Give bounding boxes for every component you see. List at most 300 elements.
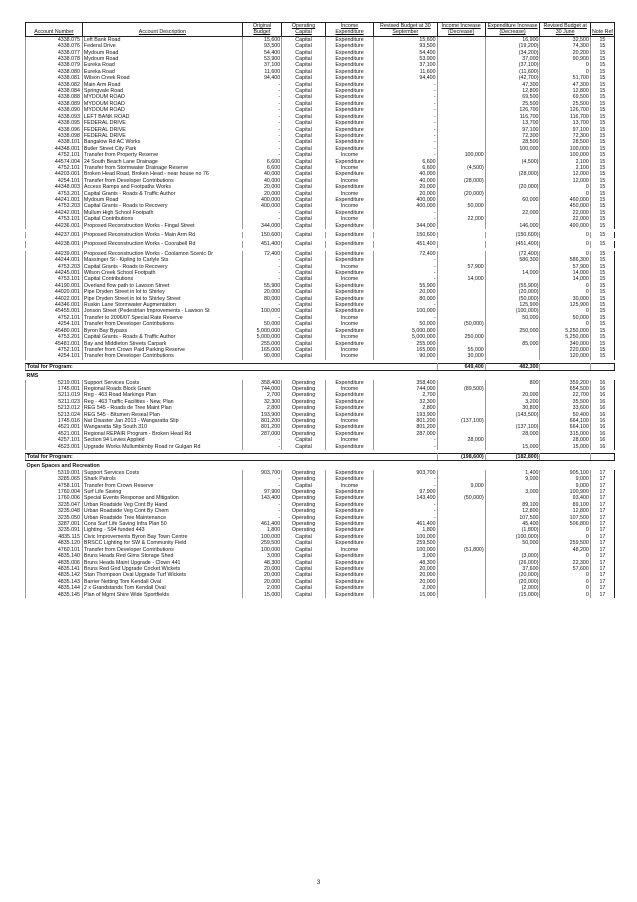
note-ref: 15 xyxy=(590,191,614,197)
income-increase: 30,000 xyxy=(437,353,485,359)
revised-budget: 80,000 xyxy=(374,296,437,302)
expenditure-increase: 100,000 xyxy=(485,146,540,152)
revised-budget-june: 57,900 xyxy=(540,264,590,270)
account-description: Bruns Red Gnd Upgrade Cricket Wickets xyxy=(82,566,242,572)
original-budget: 100,000 xyxy=(242,534,281,540)
account-description: LEFT BANK ROAD xyxy=(82,114,242,120)
account-number: 44022.001 xyxy=(26,296,83,302)
account-description: Wilson Creek School Footpath xyxy=(82,270,242,276)
income-expenditure: Expenditure xyxy=(325,69,373,75)
account-description: Proposed Reconstruction Works - Coolamon Scenic Dr xyxy=(82,251,242,257)
revised-budget: 6,600 xyxy=(374,165,437,171)
original-budget: 32,300 xyxy=(242,399,281,405)
revised-budget: 11,600 xyxy=(374,69,437,75)
revised-budget: 5,000,000 xyxy=(374,334,437,340)
revised-budget: 358,400 xyxy=(374,380,437,386)
revised-budget: 801,200 xyxy=(374,418,437,424)
original-budget: - xyxy=(242,210,281,216)
account-number: 4254.101 xyxy=(26,178,83,184)
account-description: Massinger St - Kipling to Carlyle Sts xyxy=(82,257,242,263)
account-description: FEDERAL DRIVE xyxy=(82,127,242,133)
operating-capital: Capital xyxy=(282,165,326,171)
revised-budget: 93,500 xyxy=(374,43,437,49)
account-description: Capital Grants - Roads & Traffic Author xyxy=(82,334,242,340)
note-ref: 16 xyxy=(590,392,614,398)
account-number: 4338.090 xyxy=(26,107,83,113)
operating-capital: Capital xyxy=(282,216,326,222)
total-income-increase: (198,600) xyxy=(437,454,485,461)
income-expenditure: Expenditure xyxy=(325,405,373,411)
header-revised-june: Revised Budget at 30 June xyxy=(540,23,590,37)
income-expenditure: Income xyxy=(325,178,373,184)
total-label: Total for Program: xyxy=(26,454,438,461)
account-description: Urban Roadside Tree Maintenance xyxy=(82,515,242,521)
expenditure-increase: (137,100) xyxy=(485,424,540,430)
expenditure-increase: (150,600) xyxy=(485,232,540,238)
revised-budget-june: 28,500 xyxy=(540,139,590,145)
operating-capital: Capital xyxy=(282,50,326,56)
note-ref: 15 xyxy=(590,347,614,353)
section-heading xyxy=(26,371,615,380)
revised-budget: 37,100 xyxy=(374,62,437,68)
account-description: Proposed Reconstruction Works - Main Arm Rd xyxy=(82,232,242,238)
original-budget: 54,400 xyxy=(242,50,281,56)
operating-capital: Operating xyxy=(282,495,326,501)
account-description: Jonson Street (Pedestrian Improvements - Lawson St xyxy=(82,308,242,314)
account-number: 44238.001 xyxy=(26,241,83,247)
expenditure-increase: (2,000) xyxy=(485,585,540,591)
account-description: Regional REPAIR Program - Broken Head Rd xyxy=(82,431,242,437)
original-budget: - xyxy=(242,152,281,158)
expenditure-increase: 12,800 xyxy=(485,88,540,94)
income-expenditure: Expenditure xyxy=(325,412,373,418)
note-ref: 15 xyxy=(590,197,614,203)
account-number: 4257.101 xyxy=(26,437,83,443)
operating-capital: Capital xyxy=(282,566,326,572)
account-description: Nat Disaster Jan 2013 - Wangaratta Slip xyxy=(82,418,242,424)
account-description: Special Events Response and Mitigation xyxy=(82,495,242,501)
income-expenditure: Expenditure xyxy=(325,399,373,405)
note-ref: 16 xyxy=(590,431,614,437)
account-description: Urban Roadside Veg Cont By Hand xyxy=(82,502,242,508)
account-number: 4835.120 xyxy=(26,540,83,546)
account-description: MYDOUM ROAD xyxy=(82,107,242,113)
account-description: Capital Grants - Roads & Traffic Author xyxy=(82,191,242,197)
note-ref: 15 xyxy=(590,341,614,347)
expenditure-increase: 97,100 xyxy=(485,127,540,133)
original-budget: - xyxy=(242,270,281,276)
revised-budget: - xyxy=(374,88,437,94)
revised-budget: 72,400 xyxy=(374,251,437,257)
empty-cell xyxy=(540,363,590,370)
account-number: 1745.001 xyxy=(26,386,83,392)
header-account: Account Number xyxy=(26,23,83,37)
account-number: 1745.016 xyxy=(26,418,83,424)
revised-budget-june: 905,100 xyxy=(540,470,590,476)
operating-capital: Capital xyxy=(282,444,326,450)
original-budget: 37,100 xyxy=(242,62,281,68)
operating-capital: Capital xyxy=(282,107,326,113)
account-description: BRSCC Lighting for SW & Community Field xyxy=(82,540,242,546)
account-description: Bay and Middleton Streets Carpark xyxy=(82,341,242,347)
revised-budget: 54,400 xyxy=(374,50,437,56)
expenditure-increase: (451,400) xyxy=(485,241,540,247)
account-number: 44203.001 xyxy=(26,171,83,177)
header-original: Original Budget xyxy=(242,23,281,37)
revised-budget-june: 664,100 xyxy=(540,424,590,430)
original-budget: - xyxy=(242,94,281,100)
revised-budget-june: 28,000 xyxy=(540,437,590,443)
budget-table xyxy=(25,22,615,598)
operating-capital: Capital xyxy=(282,328,326,334)
original-budget: - xyxy=(242,515,281,521)
revised-budget-june: 5,250,000 xyxy=(540,334,590,340)
revised-budget-june: 0 xyxy=(540,184,590,190)
expenditure-increase: 3,000 xyxy=(485,489,540,495)
revised-budget-june: 0 xyxy=(540,69,590,75)
revised-budget-june: 12,800 xyxy=(540,508,590,514)
expenditure-increase: 85,000 xyxy=(485,341,540,347)
revised-budget: 20,000 xyxy=(374,566,437,572)
original-budget: 80,000 xyxy=(242,296,281,302)
income-expenditure: Expenditure xyxy=(325,521,373,527)
income-expenditure: Expenditure xyxy=(325,171,373,177)
revised-budget: - xyxy=(374,127,437,133)
original-budget: 358,400 xyxy=(242,380,281,386)
expenditure-increase: (1,800) xyxy=(485,527,540,533)
account-description: Transfer from Property Reserve xyxy=(82,152,242,158)
original-budget: - xyxy=(242,101,281,107)
account-description: 24 South Beach Lane Drainage xyxy=(82,159,242,165)
original-budget: - xyxy=(242,82,281,88)
revised-budget-june: 69,500 xyxy=(540,94,590,100)
account-description: Mydoum Road xyxy=(82,50,242,56)
note-ref: 15 xyxy=(590,203,614,209)
empty-cell xyxy=(540,454,590,461)
note-ref: 15 xyxy=(590,36,614,43)
revised-budget: - xyxy=(374,152,437,158)
note-ref: 15 xyxy=(590,133,614,139)
income-expenditure: Expenditure xyxy=(325,476,373,482)
note-ref: 17 xyxy=(590,547,614,553)
income-expenditure: Expenditure xyxy=(325,444,373,450)
income-expenditure: Income xyxy=(325,321,373,327)
income-expenditure: Income xyxy=(325,353,373,359)
revised-budget: 97,900 xyxy=(374,489,437,495)
revised-budget-june: 97,100 xyxy=(540,127,590,133)
expenditure-increase: (72,400) xyxy=(485,251,540,257)
income-expenditure: Expenditure xyxy=(325,232,373,238)
income-increase: 250,000 xyxy=(437,334,485,340)
account-number: 44242.001 xyxy=(26,210,83,216)
account-number: 4752.101 xyxy=(26,315,83,321)
original-budget: 11,600 xyxy=(242,69,281,75)
revised-budget: 55,900 xyxy=(374,283,437,289)
revised-budget-june: 20,200 xyxy=(540,50,590,56)
income-expenditure: Income xyxy=(325,418,373,424)
original-budget: - xyxy=(242,216,281,222)
account-description: Pipe Dryden Street in lot to Shirley Street xyxy=(82,296,242,302)
account-number: 3235.048 xyxy=(26,508,83,514)
operating-capital: Operating xyxy=(282,380,326,386)
account-description: Section 94 Levies Applied xyxy=(82,437,242,443)
income-expenditure: Expenditure xyxy=(325,62,373,68)
expenditure-increase: 107,500 xyxy=(485,515,540,521)
revised-budget: - xyxy=(374,437,437,443)
original-budget: - xyxy=(242,444,281,450)
income-expenditure: Expenditure xyxy=(325,502,373,508)
operating-capital: Operating xyxy=(282,476,326,482)
income-expenditure: Expenditure xyxy=(325,36,373,43)
operating-capital: Capital xyxy=(282,139,326,145)
operating-capital: Capital xyxy=(282,159,326,165)
account-description: MYDOUM ROAD xyxy=(82,94,242,100)
revised-budget: - xyxy=(374,82,437,88)
income-expenditure: Expenditure xyxy=(325,560,373,566)
revised-budget-june: 0 xyxy=(540,592,590,598)
empty-cell xyxy=(590,454,614,461)
original-budget: 2,700 xyxy=(242,392,281,398)
revised-budget-june: 2,100 xyxy=(540,159,590,165)
expenditure-increase: 28,000 xyxy=(485,431,540,437)
account-description: Access Ramps and Footpaths Works xyxy=(82,184,242,190)
account-description: Mullum High School Footpath xyxy=(82,210,242,216)
income-expenditure: Expenditure xyxy=(325,159,373,165)
revised-budget: 100,000 xyxy=(374,308,437,314)
expenditure-increase: (100,000) xyxy=(485,534,540,540)
note-ref: 17 xyxy=(590,540,614,546)
header-exp-increase: Expenditure Increase (Decrease) xyxy=(485,23,540,37)
account-description: Transfer from Developer Contributions xyxy=(82,178,242,184)
income-expenditure: Expenditure xyxy=(325,251,373,257)
income-increase: 9,000 xyxy=(437,483,485,489)
note-ref: 15 xyxy=(590,270,614,276)
revised-budget-june: 0 xyxy=(540,191,590,197)
account-number: 4338.078 xyxy=(26,56,83,62)
expenditure-increase: (20,000) xyxy=(485,184,540,190)
account-number: 44190.001 xyxy=(26,283,83,289)
account-number: 4523.001 xyxy=(26,444,83,450)
account-description: Overland flow path to Lawson Street xyxy=(82,283,242,289)
income-expenditure: Income xyxy=(325,547,373,553)
income-expenditure: Expenditure xyxy=(325,146,373,152)
account-description: Wangaratta Slip South 310 xyxy=(82,424,242,430)
note-ref: 15 xyxy=(590,264,614,270)
account-description: Federal Drive xyxy=(82,43,242,49)
original-budget: 150,600 xyxy=(242,232,281,238)
income-expenditure: Expenditure xyxy=(325,88,373,94)
revised-budget-june: 2,100 xyxy=(540,165,590,171)
account-number: 44239.001 xyxy=(26,251,83,257)
original-budget: 94,400 xyxy=(242,75,281,81)
income-expenditure: Expenditure xyxy=(325,184,373,190)
income-expenditure: Expenditure xyxy=(325,534,373,540)
revised-budget: 143,400 xyxy=(374,495,437,501)
income-increase: (51,800) xyxy=(437,547,485,553)
original-budget: 165,000 xyxy=(242,347,281,353)
income-expenditure: Expenditure xyxy=(325,283,373,289)
operating-capital: Capital xyxy=(282,56,326,62)
revised-budget-june: 35,500 xyxy=(540,399,590,405)
expenditure-increase: 1,400 xyxy=(485,470,540,476)
account-number: 4338.077 xyxy=(26,50,83,56)
operating-capital: Capital xyxy=(282,241,326,247)
revised-budget: - xyxy=(374,114,437,120)
note-ref: 15 xyxy=(590,43,614,49)
income-increase: 55,000 xyxy=(437,347,485,353)
revised-budget-june: 654,500 xyxy=(540,386,590,392)
account-description: Mydoum Road xyxy=(82,197,242,203)
account-description: Proposed Reconstruction Works - Fingal Street xyxy=(82,223,242,229)
revised-budget-june: 93,400 xyxy=(540,495,590,501)
revised-budget: 903,700 xyxy=(374,470,437,476)
account-description: Pipe Dryden Street in lot to Shirley xyxy=(82,289,242,295)
account-description: Support Services Costs xyxy=(82,380,242,386)
operating-capital: Operating xyxy=(282,521,326,527)
original-budget: 15,600 xyxy=(242,36,281,43)
expenditure-increase: 126,700 xyxy=(485,107,540,113)
note-ref: 15 xyxy=(590,82,614,88)
note-ref: 16 xyxy=(590,437,614,443)
operating-capital: Capital xyxy=(282,289,326,295)
original-budget: - xyxy=(242,264,281,270)
operating-capital: Operating xyxy=(282,431,326,437)
operating-capital: Capital xyxy=(282,283,326,289)
income-expenditure: Expenditure xyxy=(325,133,373,139)
income-expenditure: Expenditure xyxy=(325,302,373,308)
note-ref: 15 xyxy=(590,152,614,158)
account-description: Transfer to 2006/07 Special Rate Reserve xyxy=(82,315,242,321)
revised-budget: 32,300 xyxy=(374,399,437,405)
note-ref: 16 xyxy=(590,412,614,418)
account-number: 4835.006 xyxy=(26,560,83,566)
revised-budget: 801,200 xyxy=(374,424,437,430)
revised-budget-june: 107,500 xyxy=(540,515,590,521)
section-title: RMS xyxy=(26,373,39,380)
expenditure-increase: (143,500) xyxy=(485,412,540,418)
account-number: 4338.098 xyxy=(26,133,83,139)
account-number: 3235.047 xyxy=(26,502,83,508)
revised-budget: - xyxy=(374,210,437,216)
operating-capital: Capital xyxy=(282,437,326,443)
revised-budget-june: 14,000 xyxy=(540,276,590,282)
income-expenditure: Expenditure xyxy=(325,424,373,430)
expenditure-increase: 3,200 xyxy=(485,399,540,405)
original-budget: 40,000 xyxy=(242,178,281,184)
original-budget: 400,000 xyxy=(242,203,281,209)
revised-budget: 165,000 xyxy=(374,347,437,353)
account-description: Plan of Mgmt Shire Wide Sportfields xyxy=(82,592,242,598)
account-number: 4835.145 xyxy=(26,592,83,598)
income-expenditure: Expenditure xyxy=(325,566,373,572)
income-expenditure: Income xyxy=(325,347,373,353)
account-description: Springvale Road xyxy=(82,88,242,94)
income-expenditure: Expenditure xyxy=(325,470,373,476)
note-ref: 17 xyxy=(590,527,614,533)
total-label: Total for Program: xyxy=(26,363,438,370)
revised-budget: 400,000 xyxy=(374,203,437,209)
operating-capital: Operating xyxy=(282,502,326,508)
revised-budget-june: 359,200 xyxy=(540,380,590,386)
expenditure-increase: 250,000 xyxy=(485,328,540,334)
note-ref: 15 xyxy=(590,159,614,165)
revised-budget-june: 57,600 xyxy=(540,566,590,572)
operating-capital: Capital xyxy=(282,353,326,359)
account-number: 4338.093 xyxy=(26,114,83,120)
note-ref: 15 xyxy=(590,127,614,133)
account-number: 44244.001 xyxy=(26,257,83,263)
income-expenditure: Income xyxy=(325,315,373,321)
revised-budget: - xyxy=(374,120,437,126)
revised-budget: 100,000 xyxy=(374,534,437,540)
revised-budget: - xyxy=(374,94,437,100)
operating-capital: Capital xyxy=(282,114,326,120)
account-description: Capital Contributions xyxy=(82,216,242,222)
account-number: 45480.001 xyxy=(26,328,83,334)
account-description: Reg - 463 Road Markings Plan xyxy=(82,392,242,398)
original-budget: 15,000 xyxy=(242,592,281,598)
revised-budget: 5,000,000 xyxy=(374,328,437,334)
page-number: 3 xyxy=(316,880,321,886)
operating-capital: Operating xyxy=(282,424,326,430)
income-increase: (28,000) xyxy=(437,178,485,184)
revised-budget-june: 51,700 xyxy=(540,75,590,81)
revised-budget: 48,300 xyxy=(374,560,437,566)
revised-budget-june: 89,100 xyxy=(540,502,590,508)
revised-budget-june: 72,300 xyxy=(540,133,590,139)
original-budget: 5,000,000 xyxy=(242,334,281,340)
revised-budget: 2,000 xyxy=(374,585,437,591)
operating-capital: Capital xyxy=(282,223,326,229)
income-increase: 28,000 xyxy=(437,437,485,443)
expenditure-increase: 16,900 xyxy=(485,36,540,43)
revised-budget-june: 22,000 xyxy=(540,216,590,222)
account-description: Wilson Creek Road xyxy=(82,75,242,81)
expenditure-increase: 146,000 xyxy=(485,223,540,229)
account-description: Bruns Heads Red Gims Storage Shed xyxy=(82,553,242,559)
income-expenditure: Expenditure xyxy=(325,50,373,56)
revised-budget-june: 9,000 xyxy=(540,483,590,489)
revised-budget: 53,900 xyxy=(374,56,437,62)
account-number: 4338.080 xyxy=(26,69,83,75)
revised-budget-june: 22,700 xyxy=(540,392,590,398)
note-ref: 16 xyxy=(590,380,614,386)
operating-capital: Capital xyxy=(282,197,326,203)
account-description: Transfer from Crown Reserve xyxy=(82,483,242,489)
revised-budget-june: 5,250,000 xyxy=(540,328,590,334)
original-budget: - xyxy=(242,114,281,120)
operating-capital: Capital xyxy=(282,321,326,327)
operating-capital: Capital xyxy=(282,75,326,81)
note-ref: 15 xyxy=(590,184,614,190)
revised-budget: 40,000 xyxy=(374,171,437,177)
revised-budget: - xyxy=(374,515,437,521)
table-row xyxy=(26,592,615,598)
original-budget: 2,800 xyxy=(242,405,281,411)
income-expenditure: Expenditure xyxy=(325,296,373,302)
note-ref: 15 xyxy=(590,321,614,327)
account-number: 4753.201 xyxy=(26,191,83,197)
note-ref: 15 xyxy=(590,302,614,308)
revised-budget-june: 0 xyxy=(540,572,590,578)
account-number: 4752.101 xyxy=(26,347,83,353)
operating-capital: Operating xyxy=(282,515,326,521)
original-budget: 20,000 xyxy=(242,289,281,295)
expenditure-increase: 47,300 xyxy=(485,82,540,88)
operating-capital: Capital xyxy=(282,120,326,126)
revised-budget-june: 0 xyxy=(540,527,590,533)
original-budget: 48,300 xyxy=(242,560,281,566)
